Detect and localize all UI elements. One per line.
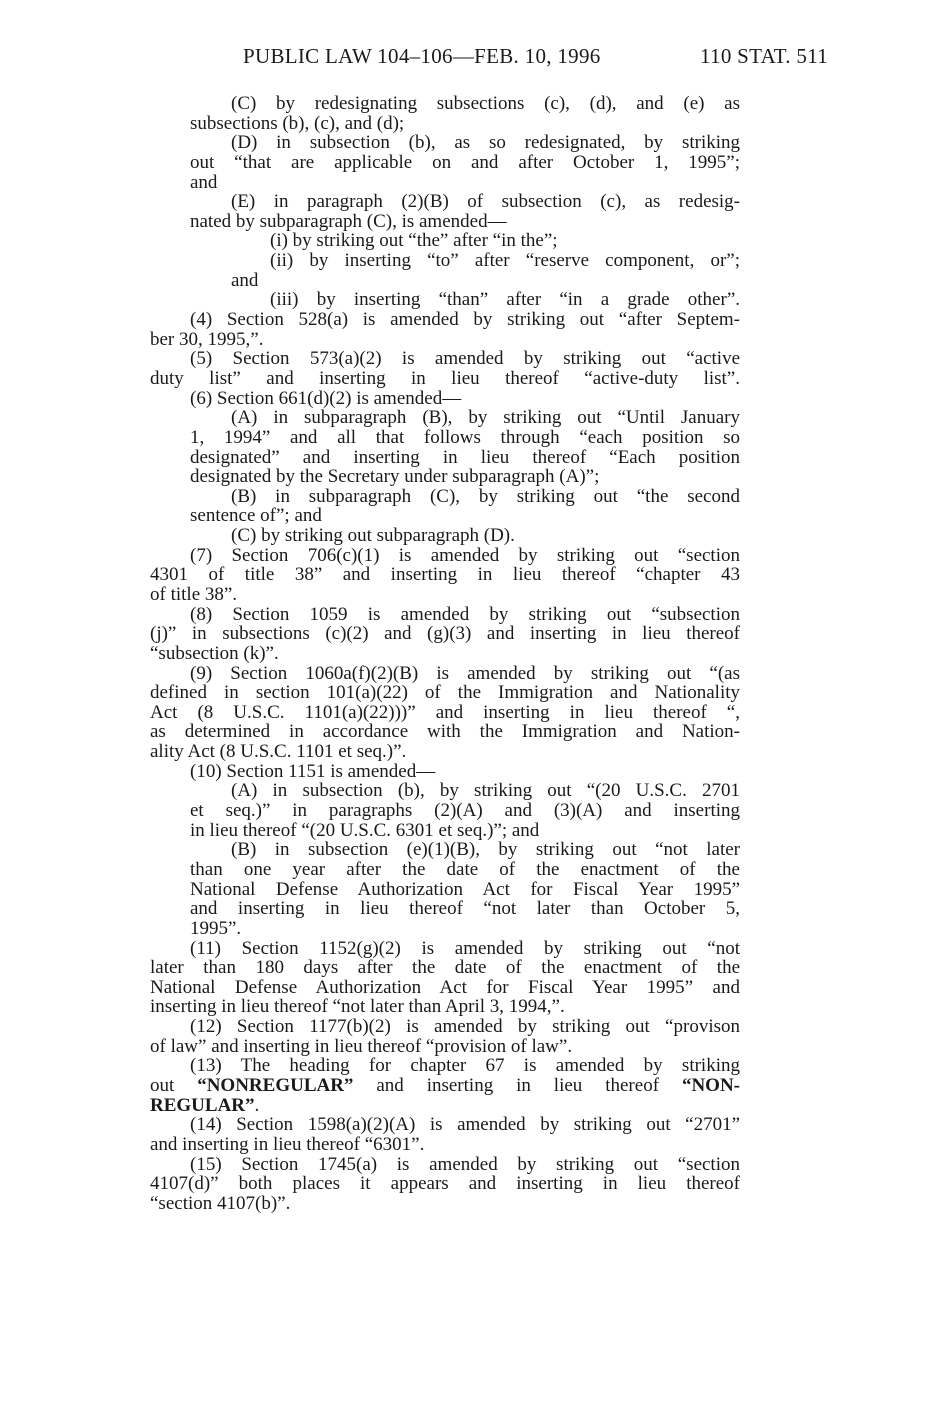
text-line: nated by subparagraph (C), is amended— — [190, 210, 507, 232]
text-line: (14) Section 1598(a)(2)(A) is amended by striking out “2701” — [190, 1115, 740, 1136]
text-line: (A) in subsection (b), by striking out “(20 U.S.C. 2701 — [231, 781, 740, 802]
text-line: and — [190, 171, 218, 193]
text-line: 1995”. — [190, 917, 242, 939]
text-line: as determined in accordance with the Immigration and Nation- — [150, 722, 740, 743]
bold-heading-text: “NONREGULAR” — [197, 1076, 354, 1096]
text-line: 4301 of title 38” and inserting in lieu thereof “chapter 43 — [150, 565, 740, 586]
text-line: (C) by striking out subparagraph (D). — [231, 525, 515, 547]
text-line: (10) Section 1151 is amended— — [190, 760, 436, 782]
text-line: (4) Section 528(a) is amended by striking out “after Septem- — [190, 310, 740, 331]
text-line: et seq.)” in paragraphs (2)(A) and (3)(A) and inserting — [190, 801, 740, 822]
text-line: defined in section 101(a)(22) of the Immigration and Nationality — [150, 683, 740, 704]
text-line: Act (8 U.S.C. 1101(a)(22)))” and inserting in lieu thereof “, — [150, 702, 740, 723]
text-line: (C) by redesignating subsections (c), (d), and (e) as — [231, 94, 740, 114]
bold-heading-text: “NON- — [681, 1076, 740, 1096]
text-line: 1, 1994” and all that follows through “each position so — [190, 427, 740, 448]
running-header-title: PUBLIC LAW 104–106—FEB. 10, 1996 — [243, 44, 601, 68]
text-line: (D) in subsection (b), as so redesignated, by striking — [231, 133, 740, 154]
text-line: 4107(d)” both places it appears and inserting in lieu thereof — [150, 1174, 740, 1195]
text-line: and — [231, 269, 259, 291]
page-number: 110 STAT. 511 — [700, 44, 829, 68]
text-line: (13) The heading for chapter 67 is amended by striking — [190, 1056, 740, 1077]
text-line: (5) Section 573(a)(2) is amended by striking out “active — [190, 349, 740, 370]
text-line: and inserting in lieu thereof “6301”. — [150, 1133, 425, 1155]
text-line: than one year after the date of the enactment of the — [190, 859, 740, 880]
text-line: National Defense Authorization Act for Fiscal Year 1995” — [190, 879, 740, 900]
text-segment: and inserting in lieu thereof — [353, 1076, 682, 1096]
text-line — [150, 1076, 740, 1096]
text-line: “subsection (k)”. — [150, 642, 279, 664]
text-line: of title 38”. — [150, 584, 238, 605]
text-line: (11) Section 1152(g)(2) is amended by striking out “not — [190, 938, 740, 959]
text-line: (B) in subparagraph (C), by striking out “the second — [231, 486, 740, 507]
text-line: ber 30, 1995,”. — [150, 328, 264, 350]
text-line: (ii) by inserting “to” after “reserve component, or”; — [270, 251, 740, 272]
text-line: out “that are applicable on and after October 1, 1995”; — [190, 152, 740, 173]
text-line: (15) Section 1745(a) is amended by striking out “section — [190, 1154, 740, 1175]
text-line: (A) in subparagraph (B), by striking out “Until January — [231, 408, 740, 429]
text-line: of law” and inserting in lieu thereof “provision of law”. — [150, 1035, 573, 1057]
text-line: (6) Section 661(d)(2) is amended— — [190, 387, 462, 409]
text-line: designated by the Secretary under subparagraph (A)”; — [190, 466, 600, 488]
text-line: duty list” and inserting in lieu thereof “active-duty list”. — [150, 368, 740, 389]
text-line: subsections (b), (c), and (d); — [190, 112, 405, 134]
text-line: (B) in subsection (e)(1)(B), by striking out “not later — [231, 840, 740, 861]
text-segment: out — [150, 1076, 198, 1096]
text-line: “section 4107(b)”. — [150, 1192, 291, 1214]
text-line: (E) in paragraph (2)(B) of subsection (c), as redesig- — [231, 192, 740, 213]
text-line: (12) Section 1177(b)(2) is amended by striking out “provison — [190, 1017, 740, 1038]
bold-heading-text: REGULAR” — [150, 1094, 255, 1116]
text-line: and inserting in lieu thereof “not later than October 5, — [190, 899, 740, 920]
text-line: National Defense Authorization Act for Fiscal Year 1995” and — [150, 977, 740, 998]
text-line: designated” and inserting in lieu thereof “Each position — [190, 447, 740, 468]
text-line: (i) by striking out “the” after “in the”; — [270, 230, 558, 252]
text-line: inserting in lieu thereof “not later than April 3, 1994,”. — [150, 996, 565, 1018]
text-line: later than 180 days after the date of the enactment of the — [150, 958, 740, 979]
text-line: (8) Section 1059 is amended by striking out “subsection — [190, 604, 740, 625]
text-line — [150, 1096, 740, 1116]
text-line: sentence of”; and — [190, 505, 322, 527]
text-line: (j)” in subsections (c)(2) and (g)(3) and inserting in lieu thereof — [150, 624, 740, 645]
text-line: (iii) by inserting “than” after “in a grade other”. — [270, 290, 740, 311]
text-line: (9) Section 1060a(f)(2)(B) is amended by striking out “(as — [190, 663, 740, 684]
text-line: ality Act (8 U.S.C. 1101 et seq.)”. — [150, 741, 407, 763]
text-line: in lieu thereof “(20 U.S.C. 6301 et seq.)”; and — [190, 819, 540, 841]
text-line: (7) Section 706(c)(1) is amended by striking out “section — [190, 545, 740, 566]
text-segment: . — [254, 1094, 260, 1116]
